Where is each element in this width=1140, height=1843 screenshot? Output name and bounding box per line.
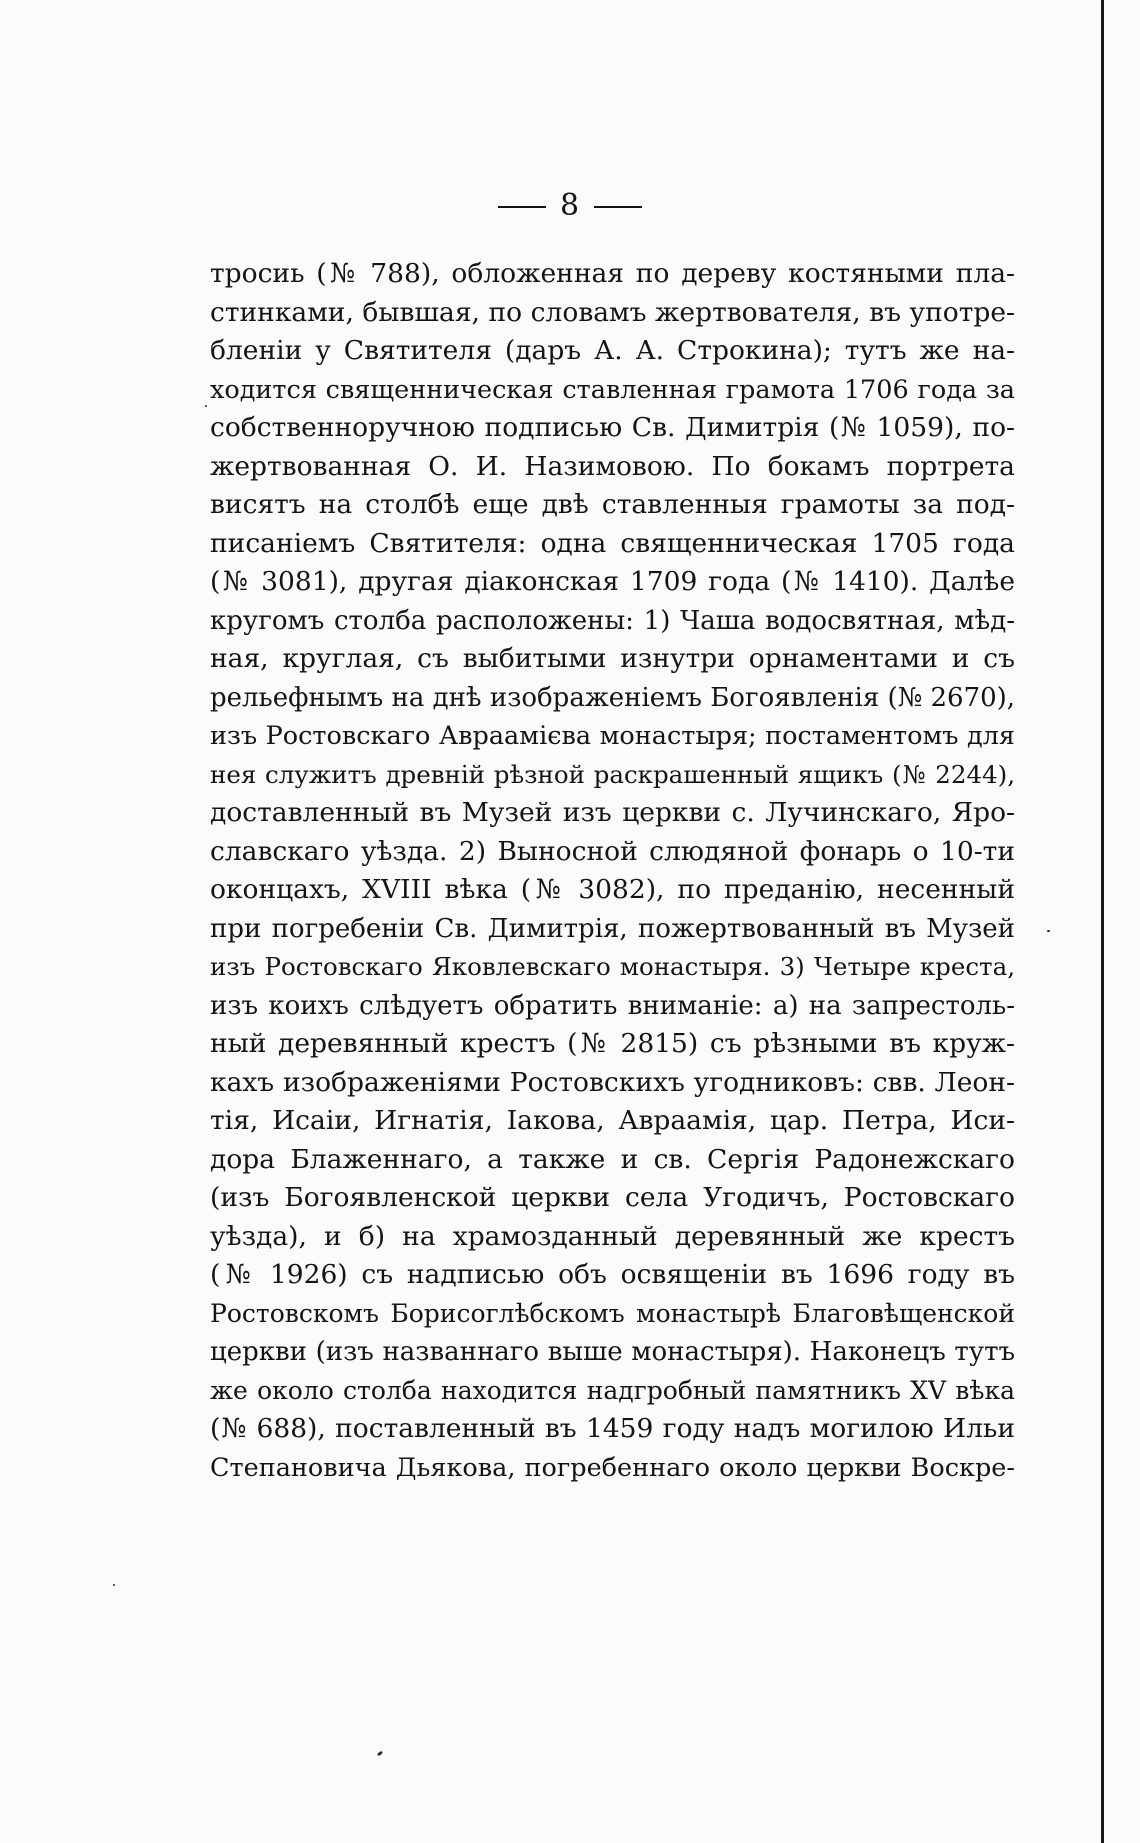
text-line: церкви (изъ названнаго выше монастыря). Наконецъ тутъ <box>210 1337 1015 1367</box>
text-line: Ростовскомъ Борисоглѣбскомъ монастырѣ Благовѣщенской <box>210 1298 1015 1328</box>
header-dash-right <box>594 206 642 208</box>
scan-speck <box>1047 930 1050 932</box>
text-line: стинками, бывшая, по словамъ жертвователя, въ употре- <box>210 296 1015 328</box>
text-line: кругомъ столба расположены: 1) Чаша водосвятная, мѣд- <box>210 605 1015 636</box>
text-line: (№ 1926) съ надписью объ освященіи въ 1696 году въ <box>210 1259 1015 1290</box>
body-text <box>210 255 1015 1487</box>
text-line: (№ 3081), другая діаконская 1709 года (№ 1410). Далѣе <box>210 566 1015 597</box>
text-line: собственноручною подписью Св. Димитрія (№ 1059), по- <box>210 412 1015 443</box>
text-line: (№ 688), поставленный въ 1459 году надъ могилою Ильи <box>210 1413 1015 1444</box>
text-line: ная, круглая, съ выбитыми изнутри орнаментами и съ <box>210 643 1015 674</box>
text-line: (изъ Богоявленской церкви села Угодичъ, Ростовскаго <box>210 1182 1015 1213</box>
header-dash-left <box>498 206 546 208</box>
text-line: ходится священническая ставленная грамота 1706 года за <box>210 374 1015 405</box>
text-line: висятъ на столбѣ еще двѣ ставленныя грамоты за под- <box>210 489 1015 520</box>
text-line: же около столба находится надгробный памятникъ XV вѣка <box>210 1375 1015 1405</box>
text-line: уѣзда), и б) на храмозданный деревянный же крестъ <box>210 1220 1015 1252</box>
text-line: жертвованная О. И. Назимовою. По бокамъ портрета <box>210 450 1015 482</box>
text-line: изъ Ростовскаго Авраамієва монастыря; постаментомъ для <box>210 721 1015 751</box>
page-header <box>0 188 1140 224</box>
text-line: дора Блаженнаго, а также и св. Сергія Радонежскаго <box>210 1143 1015 1175</box>
text-line: писаніемъ Святителя: одна священническая 1705 года <box>210 527 1015 559</box>
text-line: изъ коихъ слѣдуетъ обратить вниманіе: а) на запрестоль- <box>210 990 1015 1021</box>
text-line: ный деревянный крестъ (№ 2815) съ рѣзными въ круж- <box>210 1028 1015 1059</box>
scan-speck <box>205 405 207 407</box>
text-line: при погребеніи Св. Димитрія, пожертвованный въ Музей <box>210 913 1015 944</box>
text-line: изъ Ростовскаго Яковлевскаго монастыря. 3) Четыре креста, <box>210 952 1015 981</box>
scan-speck <box>377 1751 384 1757</box>
text-line: бленіи у Святителя (даръ А. А. Строкина); тутъ же на- <box>210 335 1015 366</box>
text-line: рельефнымъ на днѣ изображеніемъ Богоявленія (№ 2670), <box>210 682 1015 713</box>
text-line: Степановича Дьякова, погребеннаго около церкви Воскре- <box>210 1452 1015 1483</box>
text-line: кахъ изображеніями Ростовскихъ угодниковъ: свв. Леон- <box>210 1066 1015 1098</box>
scan-speck <box>113 1584 115 1586</box>
page-edge-line <box>1101 0 1104 1843</box>
text-line: славскаго уѣзда. 2) Выносной слюдяной фонарь о 10-ти <box>210 835 1015 867</box>
text-line: доставленный въ Музей изъ церкви с. Лучинскаго, Яро- <box>210 797 1015 828</box>
page-number: 8 <box>559 188 581 223</box>
text-line: тросиь (№ 788), обложенная по дереву костяными пла- <box>210 258 1015 289</box>
text-line: нея служитъ древній рѣзной раскрашенный ящикъ (№ 2244), <box>210 759 1015 789</box>
text-line: тія, Исаіи, Игнатія, Іакова, Авраамія, цар. Петра, Иси- <box>210 1105 1015 1136</box>
text-line: оконцахъ, XVIII вѣка (№ 3082), по преданію, несенный <box>210 874 1015 905</box>
